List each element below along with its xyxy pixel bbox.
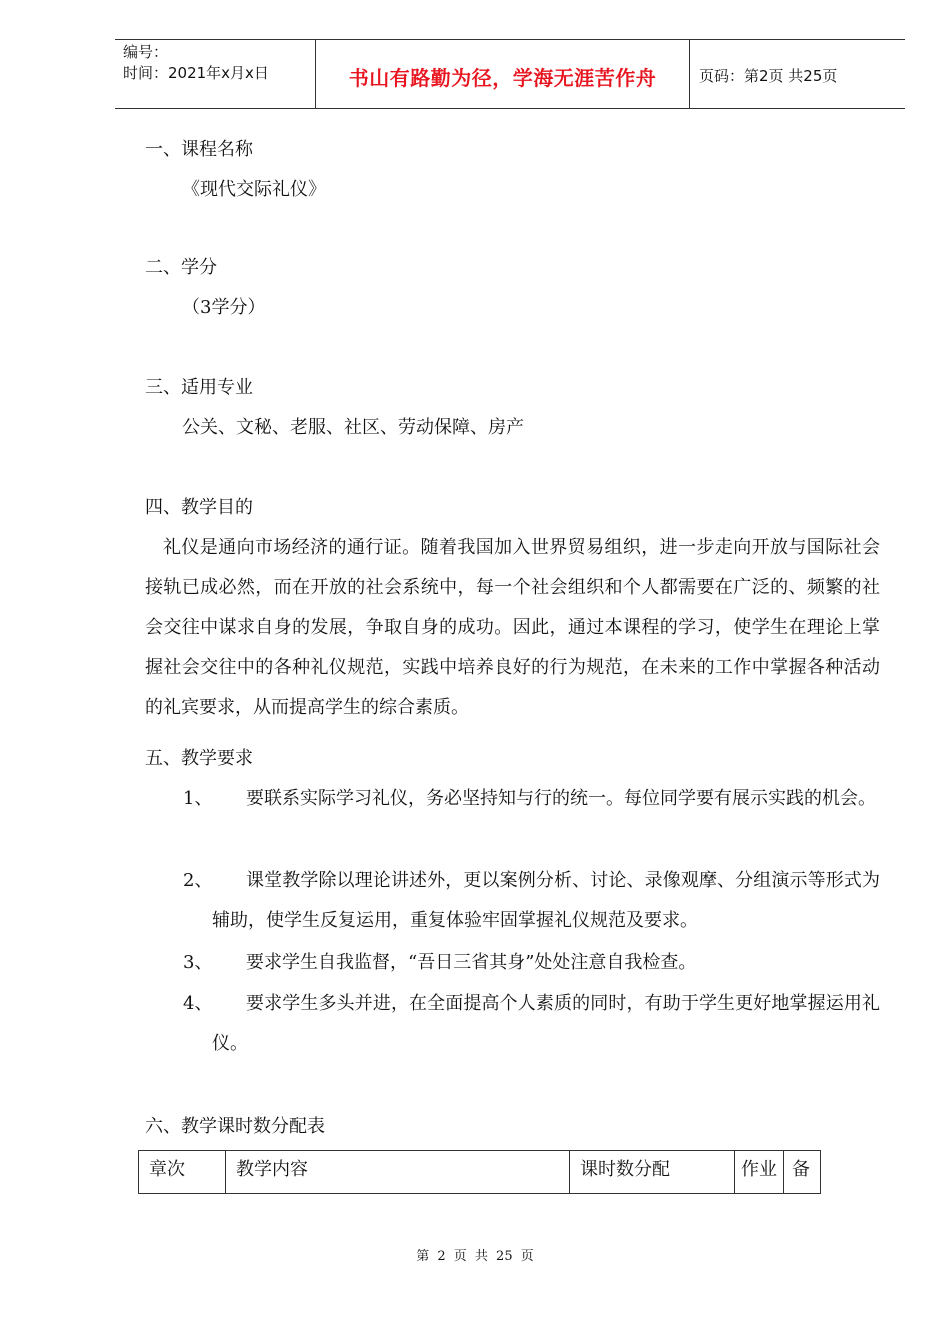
serial-label: 编号： bbox=[123, 43, 169, 61]
requirement-number: 1、 bbox=[183, 788, 213, 809]
section-2-title: 二、学分 bbox=[145, 257, 217, 278]
requirement-number: 3、 bbox=[183, 952, 213, 973]
requirement-number: 4、 bbox=[183, 993, 213, 1014]
course-name: 《现代交际礼仪》 bbox=[182, 179, 326, 200]
page-footer: 第 2 页 共 25 页 bbox=[416, 1249, 534, 1264]
table-header-cell: 教学内容 bbox=[226, 1151, 570, 1194]
requirement-text: 要求学生自我监督，“吾日三省其身”处处注意自我检查。 bbox=[246, 952, 697, 973]
header-meta bbox=[123, 42, 269, 84]
table-header-cell: 章次 bbox=[139, 1151, 226, 1194]
hours-allocation-table bbox=[138, 1150, 821, 1194]
section-3-title: 三、适用专业 bbox=[145, 377, 253, 398]
credits: （3学分） bbox=[182, 297, 266, 318]
majors: 公关、文秘、老服、社区、劳动保障、房产 bbox=[182, 417, 524, 438]
requirement-text: 要求学生多头并进，在全面提高个人素质的同时，有助于学生更好地掌握运用礼仪。 bbox=[212, 993, 880, 1054]
table-header-row bbox=[139, 1151, 821, 1194]
teaching-purpose-paragraph: 礼仪是通向市场经济的通行证。随着我国加入世界贸易组织，进一步走向开放与国际社会接轨已成必然，而在开放的社会系统中，每一个社会组织和个人都需要在广泛的、频繁的社会交往中谋求自身的发展，争取自身的成功。因此，通过本课程的学习，使学生在理论上掌握社会交往中的各种礼仪规范，实践中培养良好的行为规范，在未来的工作中掌握各种活动的礼宾要求，从而提高学生的综合素质。 bbox=[145, 537, 880, 718]
table-header-cell: 课时数分配 bbox=[570, 1151, 735, 1194]
header-divider bbox=[689, 40, 690, 108]
header-page-number: 页码：第2页 共25页 bbox=[699, 67, 838, 85]
section-6-title: 六、教学课时数分配表 bbox=[145, 1116, 325, 1137]
requirement-number: 2、 bbox=[183, 870, 213, 891]
section-4-title: 四、教学目的 bbox=[145, 497, 253, 518]
table-header-cell: 备 bbox=[784, 1151, 821, 1194]
section-1-title: 一、课程名称 bbox=[145, 139, 253, 160]
page-header bbox=[115, 39, 905, 109]
header-motto: 书山有路勤为径，学海无涯苦作舟 bbox=[348, 66, 657, 90]
section-5-title: 五、教学要求 bbox=[145, 748, 253, 769]
requirement-text: 要联系实际学习礼仪，务必坚持知与行的统一。每位同学要有展示实践的机会。 bbox=[246, 788, 876, 809]
table-header-cell: 作业 bbox=[735, 1151, 784, 1194]
requirement-text: 课堂教学除以理论讲述外，更以案例分析、讨论、录像观摩、分组演示等形式为辅助，使学生反复运用，重复体验牢固掌握礼仪规范及要求。 bbox=[212, 870, 880, 931]
time-label: 时间：2021年x月x日 bbox=[123, 64, 269, 82]
